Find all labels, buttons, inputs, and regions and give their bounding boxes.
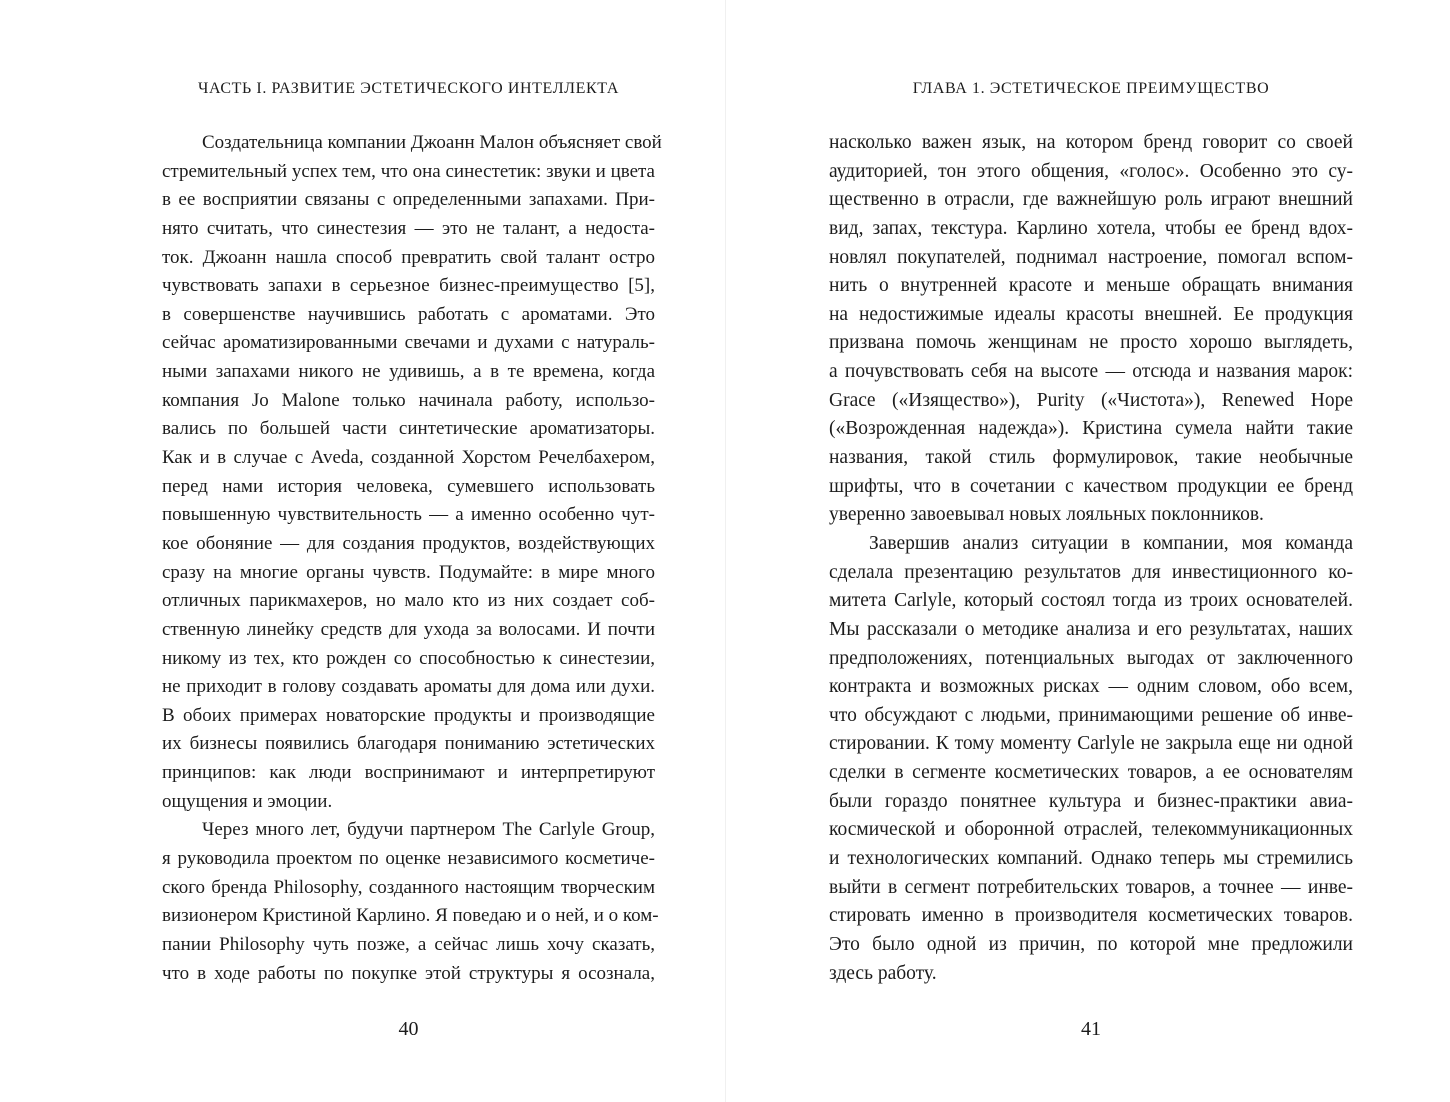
text-line: («Возрожденная надежда»). Кристина сумела найти такие	[829, 418, 1353, 440]
text-line: что в ходе работы по покупке этой структуры я осознала,	[162, 962, 655, 984]
text-line: ными запахами никого не удивишь, а в те времена, когда	[162, 361, 655, 383]
text-line: принципов: как люди воспринимают и интерпретируют	[162, 762, 655, 784]
text-line: ток. Джоанн нашла способ превратить свой талант остро	[162, 246, 655, 268]
text-line: выйти в сегмент потребительских товаров, а точнее — инве-	[829, 876, 1353, 898]
text-line: визионером Кристиной Карлино. Я поведаю и о ней, и о ком-	[162, 905, 659, 927]
text-line: Завершив анализ ситуации в компании, моя команда	[869, 532, 1353, 554]
running-head: ЧАСТЬ I. РАЗВИТИЕ ЭСТЕТИЧЕСКОГО ИНТЕЛЛЕКТА	[198, 80, 619, 97]
text-line: ощущения и эмоции.	[162, 790, 333, 812]
text-line: космической и оборонной отраслей, телекоммуникационных	[829, 819, 1353, 841]
text-line: отличных парикмахеров, но мало кто из них создает соб-	[162, 590, 655, 612]
text-line: нято считать, что синестезия — это не талант, а недоста-	[162, 217, 655, 239]
text-line: вались по большей части синтетические ароматизаторы.	[162, 418, 655, 440]
text-line: Это было одной из причин, по которой мне предложили	[829, 933, 1353, 955]
text-line: сделки в сегменте косметических товаров, а ее основателям	[829, 762, 1353, 784]
page-body	[162, 129, 662, 988]
text-line: сделала презентацию результатов для инвестиционного ко-	[829, 561, 1353, 583]
text-line: митета Carlyle, который состоял тогда из троих основателей.	[829, 590, 1353, 612]
text-line: нить о внутренней красоте и меньше обращать внимания	[829, 275, 1353, 297]
text-line: стировании. К тому моменту Carlyle не закрыла еще ни одной	[829, 733, 1353, 755]
text-line: повышенную чувствительность — а именно особенно чут-	[162, 504, 655, 526]
text-line: кое обоняние — для создания продуктов, воздействующих	[162, 532, 655, 554]
text-line: насколько важен язык, на котором бренд говорит со своей	[829, 132, 1353, 153]
text-line: на недостижимые идеалы красоты внешней. Ее продукция	[829, 303, 1353, 325]
text-line: сразу на многие органы чувств. Подумайте: в мире много	[162, 561, 655, 583]
page-body	[829, 129, 1353, 988]
text-line: Через много лет, будучи партнером The Carlyle Group,	[202, 819, 655, 841]
text-line: не приходит в голову создавать ароматы для дома или духи.	[162, 676, 655, 698]
text-line: Создательница компании Джоанн Малон объясняет свой	[202, 132, 662, 153]
text-line: никому из тех, кто рожден со способностью к синестезии,	[162, 647, 655, 669]
text-line: их бизнесы появились благодаря пониманию эстетических	[162, 733, 655, 755]
text-line: новлял покупателей, поднимал настроение, помогал вспом-	[829, 246, 1353, 268]
text-line: сейчас ароматизированными свечами и духами с натураль-	[162, 332, 655, 354]
text-line: Как и в случае с Aveda, созданной Хорстом Речелбахером,	[162, 447, 655, 469]
text-line: названия, такой стиль формулировок, такие необычные	[829, 447, 1353, 469]
text-line: ского бренда Philosophy, созданного настоящим творческим	[162, 876, 655, 898]
text-line: призвана помочь женщинам не просто хорошо выглядеть,	[829, 332, 1353, 354]
text-line: и технологических компаний. Однако теперь мы стремились	[829, 848, 1353, 870]
text-line: были гораздо понятнее культура и бизнес-практики авиа-	[829, 790, 1353, 812]
text-line: Мы рассказали о методике анализа и его результатах, наших	[829, 618, 1353, 640]
text-line: щественно в отрасли, где важнейшую роль играют внешний	[829, 189, 1353, 211]
text-line: пании Philosophy чуть позже, а сейчас лишь хочу сказать,	[162, 933, 655, 955]
text-line: контракта и возможных рисках — одним словом, обо всем,	[829, 676, 1353, 698]
text-line: что обсуждают с людьми, принимающими решение об инве-	[829, 704, 1353, 726]
text-line: уверенно завоевывал новых лояльных поклонников.	[829, 504, 1264, 526]
page-number: 40	[398, 1018, 419, 1040]
text-line: а почувствовать себя на высоте — отсюда и названия марок:	[829, 361, 1353, 383]
text-line: вид, запах, текстура. Карлино хотела, чтобы ее бренд вдох-	[829, 217, 1353, 239]
text-line: перед нами история человека, сумевшего использовать	[162, 475, 655, 497]
text-line: предположениях, потенциальных выгодах от заключенного	[829, 647, 1353, 669]
page-number: 41	[1081, 1018, 1101, 1040]
text-line: я руководила проектом по оценке независимого косметиче-	[162, 848, 655, 870]
text-line: стировать именно в производителя косметических товаров.	[829, 905, 1353, 927]
text-line: В обоих примерах новаторские продукты и производящие	[162, 704, 655, 726]
text-line: ственную линейку средств для ухода за волосами. И почти	[162, 618, 655, 640]
text-line: здесь работу.	[829, 962, 937, 984]
text-line: в ее восприятии связаны с определенными запахами. При-	[162, 189, 655, 211]
text-line: компания Jo Malone только начинала работу, использо-	[162, 389, 655, 411]
text-line: Grace («Изящество»), Purity («Чистота»), Renewed Hope	[829, 389, 1353, 411]
text-line: аудиторией, тон этого общения, «голос». Особенно это су-	[829, 160, 1353, 182]
text-line: шрифты, что в сочетании с качеством продукции ее бренд	[829, 475, 1353, 497]
text-line: стремительный успех тем, что она синестетик: звуки и цвета	[162, 160, 655, 182]
text-line: чувствовать запахи в серьезное бизнес-преимущество [5],	[162, 275, 655, 297]
right-page	[725, 0, 1450, 1102]
running-head: ГЛАВА 1. ЭСТЕТИЧЕСКОЕ ПРЕИМУЩЕСТВО	[912, 80, 1270, 97]
text-line: в совершенстве научившись работать с ароматами. Это	[162, 303, 655, 325]
